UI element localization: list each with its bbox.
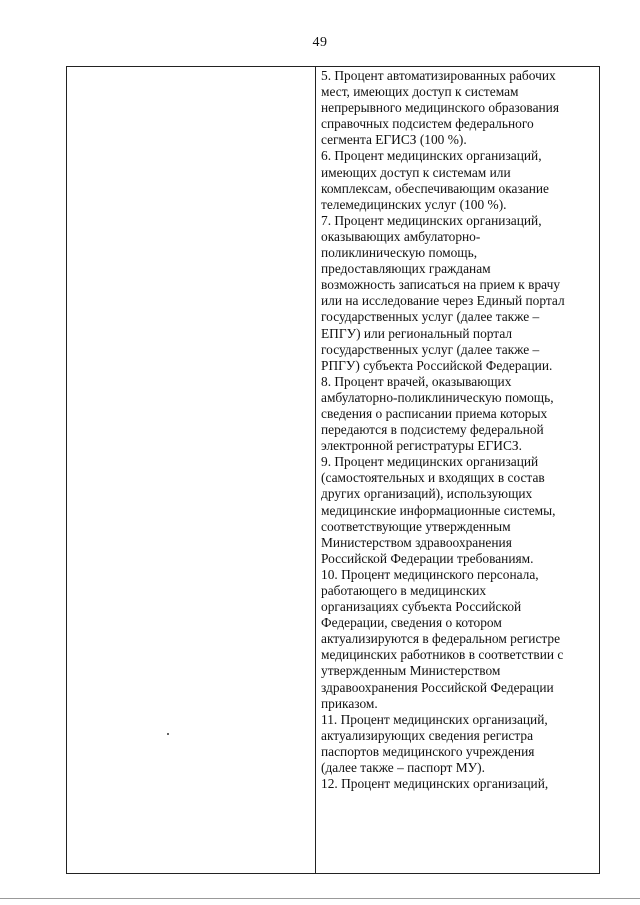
text-line: соответствующие утвержденным <box>321 518 511 534</box>
text-line: 12. Процент медицинских организаций, <box>321 776 549 792</box>
text-line: здравоохранения Российской Федерации <box>321 679 554 695</box>
text-line: других организаций), использующих <box>321 486 533 502</box>
text-line: 8. Процент врачей, оказывающих <box>321 373 512 389</box>
text-line: сведения о расписании приема которых <box>321 405 548 421</box>
text-line: Министерством здравоохранения <box>321 534 512 550</box>
text-line: электронной регистратуры ЕГИСЗ. <box>321 438 522 454</box>
text-line: 9. Процент медицинских организаций <box>321 454 539 470</box>
text-line: государственных услуг (далее также – <box>321 309 540 325</box>
text-line: непрерывного медицинского образования <box>321 100 560 116</box>
page-bottom-edge <box>0 898 640 899</box>
text-line: актуализирующих сведения регистра <box>321 727 534 743</box>
text-line: 5. Процент автоматизированных рабочих <box>321 68 556 83</box>
text-line: 7. Процент медицинских организаций, <box>321 212 542 228</box>
text-line: или на исследование через Единый портал <box>321 293 565 309</box>
stray-mark <box>167 733 169 735</box>
text-line: 6. Процент медицинских организаций, <box>321 148 542 164</box>
text-line: оказывающих амбулаторно- <box>321 228 481 244</box>
table-right-cell <box>316 67 598 873</box>
text-line: медицинских работников в соответствии с <box>321 647 564 663</box>
text-line: актуализируются в федеральном регистре <box>321 631 561 647</box>
text-line: мест, имеющих доступ к системам <box>321 84 519 100</box>
text-line: медицинские информационные системы, <box>321 502 556 518</box>
text-line: (самостоятельных и входящих в состав <box>321 470 545 486</box>
text-line: телемедицинских услуг (100 %). <box>321 196 507 212</box>
indicator-list <box>316 67 598 792</box>
text-line: комплексам, обеспечивающим оказание <box>321 180 549 196</box>
text-line: справочных подсистем федерального <box>321 116 534 132</box>
text-line: паспортов медицинского учреждения <box>321 743 535 759</box>
text-line: (далее также – паспорт МУ). <box>321 760 485 776</box>
text-line: 11. Процент медицинских организаций, <box>321 711 548 727</box>
text-line: возможность записаться на прием к врачу <box>321 277 561 293</box>
text-line: имеющих доступ к системам или <box>321 164 511 180</box>
text-line: амбулаторно-поликлиническую помощь, <box>321 389 554 405</box>
text-line: Российской Федерации требованиям. <box>321 550 534 566</box>
document-table <box>66 66 600 874</box>
text-line: утвержденным Министерством <box>321 663 501 679</box>
text-line: государственных услуг (далее также – <box>321 341 540 357</box>
text-line: сегмента ЕГИСЗ (100 %). <box>321 132 467 148</box>
text-line: поликлиническую помощь, <box>321 245 478 261</box>
text-line: РПГУ) субъекта Российской Федерации. <box>321 357 553 373</box>
text-line: Федерации, сведения о котором <box>321 615 502 631</box>
text-line: 10. Процент медицинского персонала, <box>321 566 539 582</box>
text-line: передаются в подсистему федеральной <box>321 422 544 438</box>
page-number: 49 <box>312 35 328 50</box>
text-line: ЕПГУ) или региональный портал <box>321 325 513 341</box>
table-left-cell <box>67 67 315 873</box>
text-line: организациях субъекта Российской <box>321 599 522 615</box>
text-line: предоставляющих гражданам <box>321 261 491 277</box>
text-line: работающего в медицинских <box>321 583 487 598</box>
text-line: приказом. <box>321 695 378 711</box>
